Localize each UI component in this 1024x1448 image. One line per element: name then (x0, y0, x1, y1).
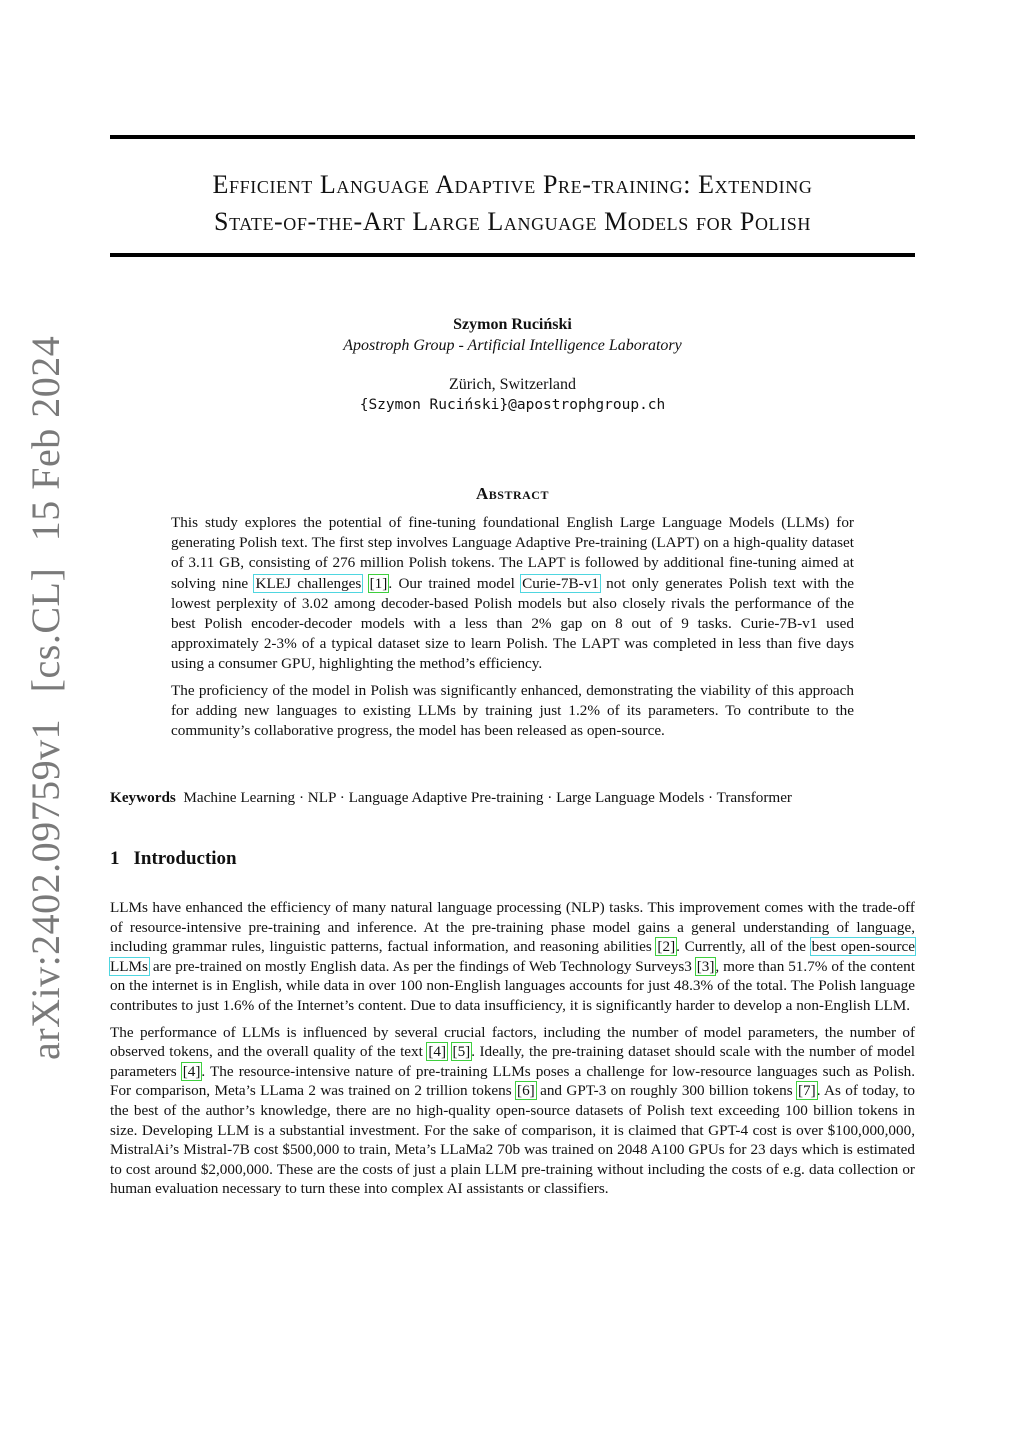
citation-2-link[interactable]: [2] (657, 938, 676, 956)
author-location: Zürich, Switzerland (448, 376, 577, 393)
citation-1-link[interactable]: [1] (369, 574, 388, 592)
arxiv-date: 15 Feb 2024 (23, 335, 68, 542)
intro-paragraph-2 (110, 1023, 915, 1199)
body-text: and GPT-3 on roughly 300 billion tokens (535, 1082, 797, 1100)
citation-5-link[interactable]: [5] (452, 1043, 471, 1061)
author-block (110, 314, 915, 416)
abstract-paragraph-1 (171, 513, 854, 675)
body-text: . Ideally, the pre-training dataset should scale with the number of model parameters (110, 1043, 915, 1080)
author-email[interactable]: {Szymon Ruciński}@apostrophgroup.ch (359, 397, 666, 413)
body-text: , more than 51.7% of the content on the internet is in English, while data in over 100 non-English languages accounts for just 48.3% of the total. The Polish language contributes to just 1.6% of the Internet’s content. Due to data insufficiency, it is significantly harder to develop a non-English LLM. (110, 957, 915, 1014)
body-text: The performance of LLMs is influenced by several crucial factors, including the number of model parameters, the number of observed tokens, and the overall quality of the text (110, 1023, 915, 1061)
author-name: Szymon Ruciński (453, 316, 572, 333)
citation-4-link[interactable]: [4] (428, 1043, 447, 1061)
citation-6-link[interactable]: [6] (517, 1082, 535, 1100)
abstract-text: not only generates Polish text with the lowest perplexity of 3.02 among decoder-based Polish models but also closely rivals the performance of the best Polish encoder-decoder models with a less than 2% gap on 8 out of 9 tasks. Curie-7B-v1 used approximately 2-3% of a typical dataset size to learn Polish. The LAPT was completed in less than five days using a consumer GPU, highlighting the method’s efficiency. (171, 574, 855, 673)
body-text: . As of today, to the best of the author’s knowledge, there are no high-quality open-source datasets of Polish text exceeding 100 billion tokens in size. Developing LLM is a substantial investment. For the sake of comparison, it is claimed that GPT-4 cost is over $100,000,000, MistralAi’s Mistral-7B cost $500,000 to train, Meta’s LLaMa2 70b was trained on 2048 A100 GPUs for 23 days which is estimated to cost around $2,000,000. These are the costs of just a plain LLM pre-training without including the costs of e.g. data collection or human evaluation necessary to turn these into complex AI assistants or classifiers. (110, 1082, 915, 1198)
abstract-text: This study explores the potential of fine-tuning foundational English Large Language Models (LLMs) for generating Polish text. The first step involves Language Adaptive Pre-training (LAPT) on a high-quality dataset of 3.11 GB, consisting of 276 million Polish tokens. The LAPT is followed by additional fine-tuning aimed at solving nine (171, 514, 854, 592)
klej-challenges-link[interactable]: KLEJ challenges (255, 574, 362, 592)
body-text: are pre-trained on mostly English data. As per the findings of Web Technology Surveys3 (148, 957, 696, 975)
section-number: 1 (110, 848, 120, 869)
introduction-body (110, 898, 915, 1206)
paper-title (110, 166, 915, 240)
title-line-1: Efficient Language Adaptive Pre-training: Extending (212, 170, 813, 199)
abstract-heading: Abstract (476, 484, 549, 503)
abstract-paragraph-2: The proficiency of the model in Polish was significantly enhanced, demonstrating the viability of this approach for adding new languages to existing LLMs by training just 1.2% of its parameters. To contribute to the community’s collaborative progress, the model has been released as open-source. (171, 681, 854, 740)
title-bottom-rule (110, 253, 915, 257)
arxiv-id: arXiv:2402.09759v1 (23, 718, 68, 1060)
body-text (447, 1043, 451, 1060)
intro-paragraph-1 (110, 898, 915, 1016)
arxiv-sidebar-identifier (22, 320, 69, 1060)
title-line-2: State-of-the-Art Large Language Models for Polish (214, 207, 811, 236)
body-text: LLMs have enhanced the efficiency of many natural language processing (NLP) tasks. This improvement comes with the trade-off of resource-intensive pre-training and inference. At the pre-training phase model gains a general understanding of language, including grammar rules, linguistic patterns, factual information, and reasoning abilities (110, 899, 915, 956)
author-affiliation: Apostroph Group - Artificial Intelligence Laboratory (343, 337, 682, 354)
title-top-rule (110, 135, 915, 139)
abstract-body (171, 513, 854, 747)
body-text: . The resource-intensive nature of pre-training LLMs poses a challenge for low-resource languages such as Polish. For comparison, Meta’s LLama 2 was trained on 2 trillion tokens (110, 1062, 915, 1100)
citation-3-link[interactable]: [3] (696, 957, 715, 975)
keywords-line (110, 789, 915, 807)
keywords-label: Keywords (110, 789, 176, 806)
section-heading-introduction (110, 848, 237, 870)
citation-4b-link[interactable]: [4] (182, 1062, 201, 1080)
body-text: . Currently, all of the (676, 938, 811, 956)
curie-model-link[interactable]: Curie-7B-v1 (522, 574, 599, 592)
citation-7-link[interactable]: [7] (798, 1082, 816, 1100)
keywords-text: Machine Learning · NLP · Language Adaptive Pre-training · Large Language Models · Transformer (183, 789, 792, 806)
section-title: Introduction (133, 848, 237, 869)
abstract-text: . Our trained model (388, 574, 522, 592)
best-open-source-llms-link[interactable]: best open-source LLMs (110, 938, 916, 975)
arxiv-category: [cs.CL] (23, 567, 68, 693)
